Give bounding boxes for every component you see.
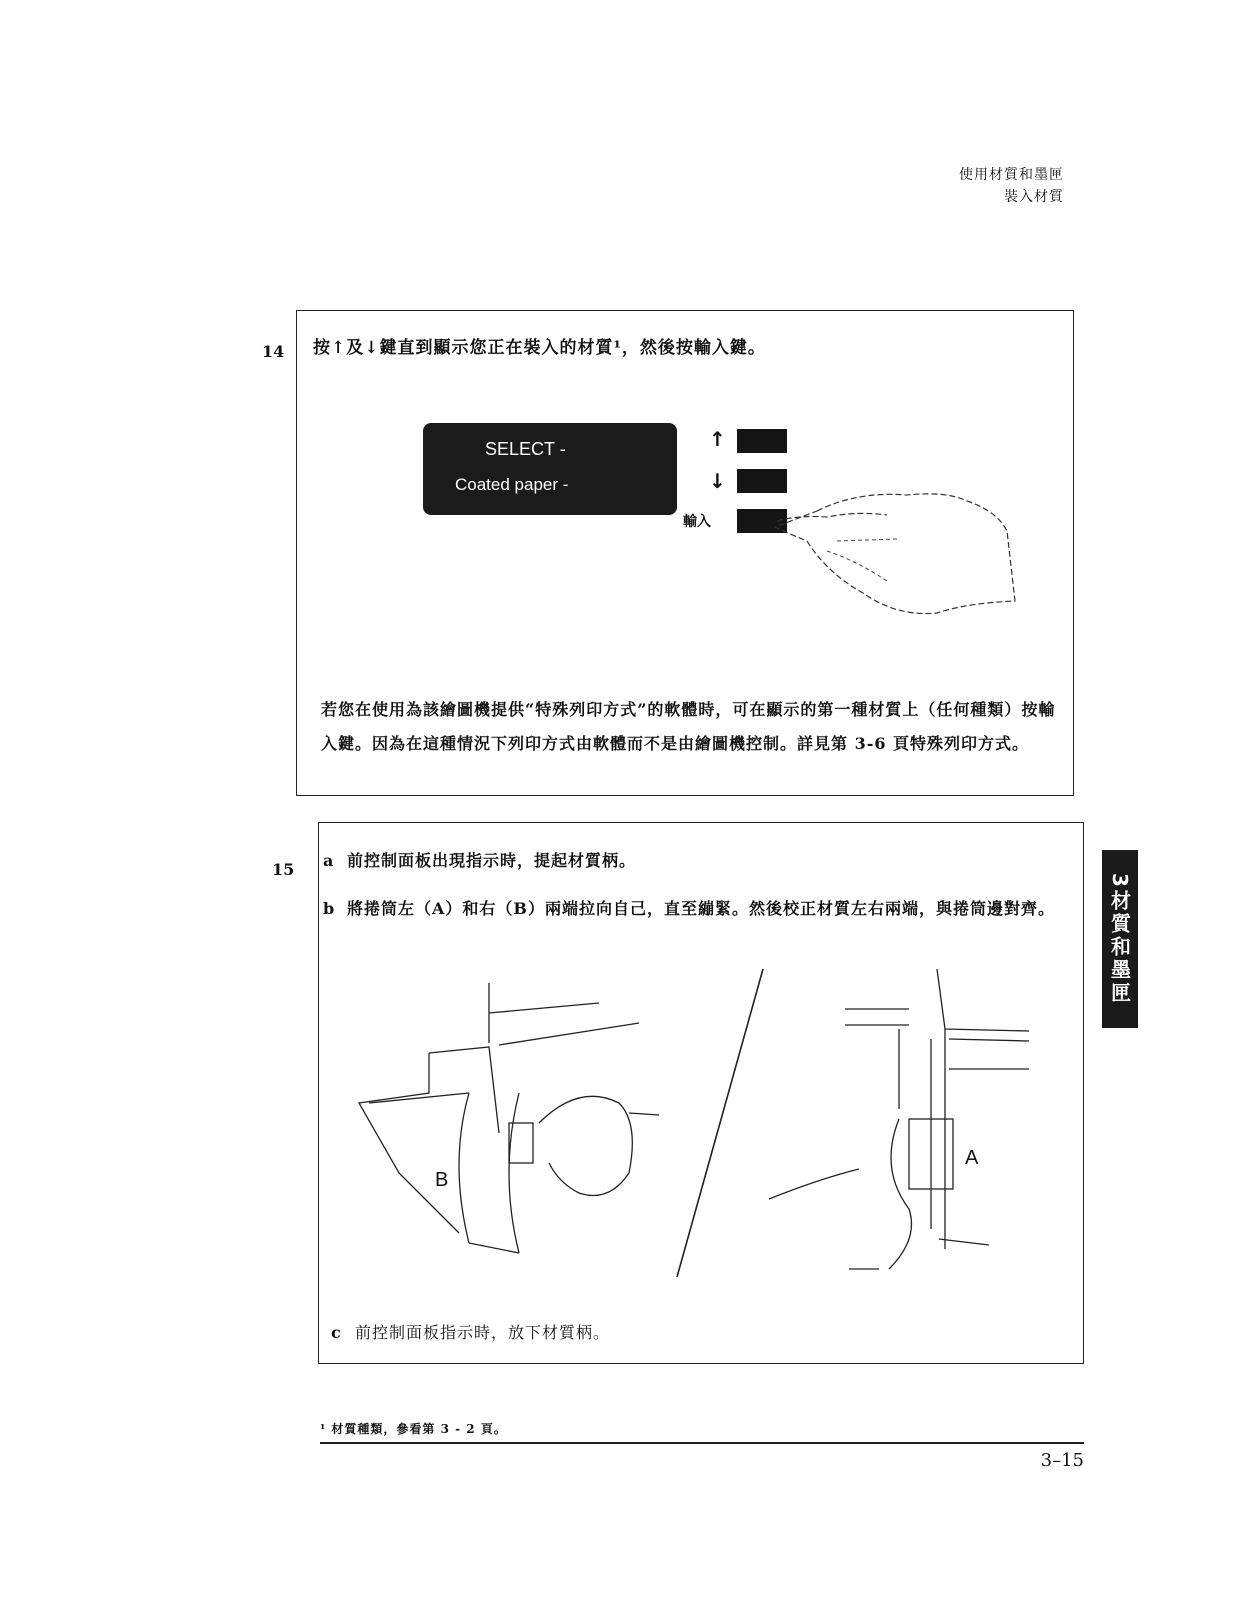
figure-label-b: B [435,1169,449,1191]
item-text: 前控制面板指示時，放下材質柄。 [355,1323,611,1342]
running-header [959,164,1064,208]
step-15-box [318,822,1084,1364]
enter-key-label: 輸入 [683,514,711,530]
item-label: b [323,899,336,918]
footer-rule [320,1442,1084,1444]
up-key[interactable] [737,429,787,453]
step-15-item-a [323,845,1063,877]
item-label: a [323,851,335,870]
page-number: 3–15 [1040,1450,1084,1471]
item-label: c [331,1323,342,1342]
header-chapter-title: 使用材質和墨匣 [959,167,1064,183]
item-text: 前控制面板出現指示時，提起材質柄。 [347,851,637,870]
right-roll-illustration [759,969,1069,1289]
step-14-box [296,310,1074,796]
step-15-item-c [331,1317,1071,1349]
figure-label-a: A [965,1147,979,1169]
item-text: 將捲筒左（A）和右（B）兩端拉向自己，直至繃緊。然後校正材質左右兩端，與捲筒邊對齊。 [347,899,1055,918]
chapter-tab-text: 材質和墨匣 [1107,889,1132,1005]
up-arrow-icon: ↑ [709,427,726,451]
display-line-2: Coated paper - [455,475,569,494]
pressing-hand-illustration [767,481,1027,621]
footnote: ¹ 材質種類，參看第 3 - 2 頁。 [320,1422,507,1436]
down-arrow-icon: ↓ [709,469,726,493]
step-14-instruction: 按↑及↓鍵直到顯示您正在裝入的材質¹，然後按輸入鍵。 [313,338,766,358]
step-number-15: 15 [272,860,295,879]
step-number-14: 14 [262,342,285,361]
header-section-title: 裝入材質 [1004,189,1064,205]
step-15-item-b [323,893,1075,925]
chapter-tab-number: 3 [1108,873,1132,890]
display-line-1: SELECT - [485,439,566,459]
step-14-note: 若您在使用為該繪圖機提供“特殊列印方式”的軟體時，可在顯示的第一種材質上（任何種類）按輸入鍵。因為在這種情況下列印方式由軟體而不是由繪圖機控制。詳見第 3-6 頁特殊列印方式。 [321,700,1056,753]
chapter-tab [1102,850,1138,1028]
control-panel-display [423,423,677,515]
